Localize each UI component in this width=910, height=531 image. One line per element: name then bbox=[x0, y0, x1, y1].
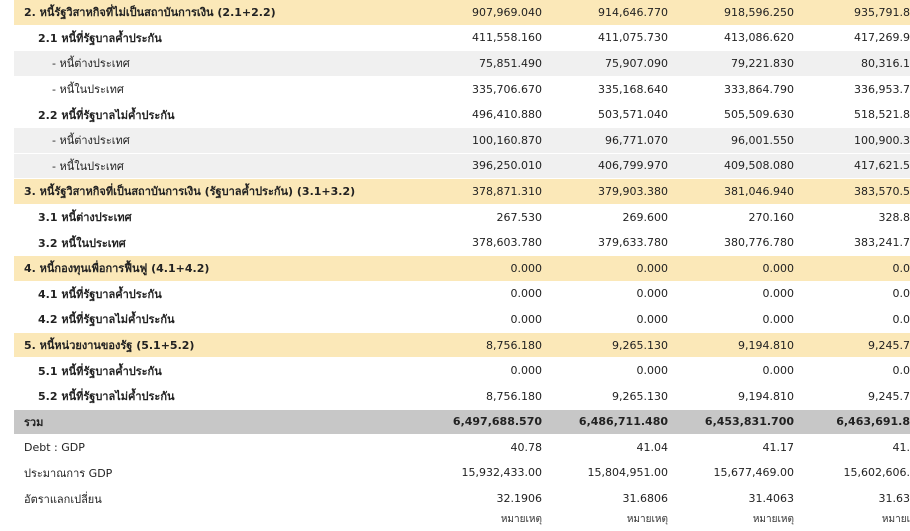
value-cell: 32.1906 bbox=[398, 486, 542, 512]
value-cell: 935,791.8 bbox=[794, 0, 910, 25]
row-label: - หนี้ต่างประเทศ bbox=[14, 127, 398, 153]
value-cell: 413,086.620 bbox=[668, 25, 794, 51]
value-cell: 75,851.490 bbox=[398, 51, 542, 77]
value-cell: 378,871.310 bbox=[398, 179, 542, 205]
value-cell: 383,241.7 bbox=[794, 230, 910, 256]
table-row bbox=[14, 230, 910, 256]
value-cell: 15,602,606. bbox=[794, 460, 910, 486]
row-label: 5. หนี้หน่วยงานของรัฐ (5.1+5.2) bbox=[14, 332, 398, 358]
value-cell: 31.4063 bbox=[668, 486, 794, 512]
value-cell: 378,603.780 bbox=[398, 230, 542, 256]
value-cell: 0.000 bbox=[398, 255, 542, 281]
value-cell: 75,907.090 bbox=[542, 51, 668, 77]
value-cell: 40.78 bbox=[398, 435, 542, 461]
value-cell: 406,799.970 bbox=[542, 153, 668, 179]
row-label: - หนี้ในประเทศ bbox=[14, 153, 398, 179]
value-cell: 80,316.1 bbox=[794, 51, 910, 77]
value-cell: 0.000 bbox=[542, 255, 668, 281]
row-label: 5.2 หนี้ที่รัฐบาลไม่ค้ำประกัน bbox=[14, 383, 398, 409]
value-cell: หมายเ bbox=[794, 511, 910, 530]
value-cell: 411,558.160 bbox=[398, 25, 542, 51]
value-cell: หมายเหตุ bbox=[398, 511, 542, 530]
table-row bbox=[14, 307, 910, 333]
table-row bbox=[14, 435, 910, 461]
value-cell: 0.0 bbox=[794, 281, 910, 307]
table-row bbox=[14, 281, 910, 307]
value-cell: 0.000 bbox=[668, 307, 794, 333]
value-cell: 379,633.780 bbox=[542, 230, 668, 256]
value-cell: 6,463,691.8 bbox=[794, 409, 910, 435]
row-label: 4. หนี้กองทุนเพื่อการฟื้นฟู (4.1+4.2) bbox=[14, 255, 398, 281]
row-label: 3.1 หนี้ต่างประเทศ bbox=[14, 204, 398, 230]
value-cell: 0.000 bbox=[398, 307, 542, 333]
value-cell: 270.160 bbox=[668, 204, 794, 230]
value-cell: 380,776.780 bbox=[668, 230, 794, 256]
value-cell: 505,509.630 bbox=[668, 102, 794, 128]
row-label: 2.1 หนี้ที่รัฐบาลค้ำประกัน bbox=[14, 25, 398, 51]
table-row bbox=[14, 179, 910, 205]
table-row bbox=[14, 204, 910, 230]
row-label: - หนี้ในประเทศ bbox=[14, 76, 398, 102]
row-label: รวม bbox=[14, 409, 398, 435]
value-cell: 41. bbox=[794, 435, 910, 461]
value-cell: 9,265.130 bbox=[542, 332, 668, 358]
value-cell: 0.0 bbox=[794, 255, 910, 281]
row-label: 3.2 หนี้ในประเทศ bbox=[14, 230, 398, 256]
value-cell: 0.000 bbox=[398, 281, 542, 307]
value-cell: 9,194.810 bbox=[668, 332, 794, 358]
value-cell: 336,953.7 bbox=[794, 76, 910, 102]
table-row bbox=[14, 51, 910, 77]
row-label bbox=[14, 511, 398, 530]
value-cell: หมายเหตุ bbox=[668, 511, 794, 530]
value-cell: 335,706.670 bbox=[398, 76, 542, 102]
table-row bbox=[14, 25, 910, 51]
value-cell: 100,900.3 bbox=[794, 127, 910, 153]
value-cell: 9,194.810 bbox=[668, 383, 794, 409]
value-cell: 396,250.010 bbox=[398, 153, 542, 179]
public-debt-table bbox=[14, 0, 910, 531]
value-cell: 0.000 bbox=[542, 307, 668, 333]
row-label: 4.1 หนี้ที่รัฐบาลค้ำประกัน bbox=[14, 281, 398, 307]
value-cell: 96,771.070 bbox=[542, 127, 668, 153]
value-cell: 0.000 bbox=[668, 358, 794, 384]
value-cell: 0.000 bbox=[398, 358, 542, 384]
row-label: 2.2 หนี้ที่รัฐบาลไม่ค้ำประกัน bbox=[14, 102, 398, 128]
value-cell: 267.530 bbox=[398, 204, 542, 230]
table-row bbox=[14, 409, 910, 435]
value-cell: 79,221.830 bbox=[668, 51, 794, 77]
value-cell: 0.000 bbox=[542, 281, 668, 307]
value-cell: หมายเหตุ bbox=[542, 511, 668, 530]
value-cell: 411,075.730 bbox=[542, 25, 668, 51]
table-row bbox=[14, 153, 910, 179]
row-label: 4.2 หนี้ที่รัฐบาลไม่ค้ำประกัน bbox=[14, 307, 398, 333]
value-cell: 9,245.7 bbox=[794, 383, 910, 409]
value-cell: 333,864.790 bbox=[668, 76, 794, 102]
value-cell: 8,756.180 bbox=[398, 332, 542, 358]
value-cell: 907,969.040 bbox=[398, 0, 542, 25]
table-row bbox=[14, 486, 910, 512]
table-row bbox=[14, 102, 910, 128]
value-cell: 0.000 bbox=[542, 358, 668, 384]
row-label: - หนี้ต่างประเทศ bbox=[14, 51, 398, 77]
value-cell: 918,596.250 bbox=[668, 0, 794, 25]
row-label: ประมาณการ GDP bbox=[14, 460, 398, 486]
table-row bbox=[14, 511, 910, 530]
value-cell: 503,571.040 bbox=[542, 102, 668, 128]
value-cell: 0.0 bbox=[794, 307, 910, 333]
value-cell: 31.63 bbox=[794, 486, 910, 512]
row-label: 5.1 หนี้ที่รัฐบาลค้ำประกัน bbox=[14, 358, 398, 384]
value-cell: 41.04 bbox=[542, 435, 668, 461]
value-cell: 6,453,831.700 bbox=[668, 409, 794, 435]
value-cell: 6,497,688.570 bbox=[398, 409, 542, 435]
value-cell: 914,646.770 bbox=[542, 0, 668, 25]
value-cell: 496,410.880 bbox=[398, 102, 542, 128]
value-cell: 15,932,433.00 bbox=[398, 460, 542, 486]
value-cell: 335,168.640 bbox=[542, 76, 668, 102]
table-body bbox=[14, 0, 910, 530]
row-label: อัตราแลกเปลี่ยน bbox=[14, 486, 398, 512]
value-cell: 417,621.5 bbox=[794, 153, 910, 179]
row-label: 2. หนี้รัฐวิสาหกิจที่ไม่เป็นสถาบันการเงิน (2.1+2.2) bbox=[14, 0, 398, 25]
table-row bbox=[14, 0, 910, 25]
value-cell: 15,804,951.00 bbox=[542, 460, 668, 486]
value-cell: 417,269.9 bbox=[794, 25, 910, 51]
table-row bbox=[14, 383, 910, 409]
table-row bbox=[14, 255, 910, 281]
row-label: 3. หนี้รัฐวิสาหกิจที่เป็นสถาบันการเงิน (รัฐบาลค้ำประกัน) (3.1+3.2) bbox=[14, 179, 398, 205]
table-row bbox=[14, 76, 910, 102]
value-cell: 100,160.870 bbox=[398, 127, 542, 153]
value-cell: 269.600 bbox=[542, 204, 668, 230]
value-cell: 409,508.080 bbox=[668, 153, 794, 179]
value-cell: 0.000 bbox=[668, 255, 794, 281]
value-cell: 328.8 bbox=[794, 204, 910, 230]
value-cell: 6,486,711.480 bbox=[542, 409, 668, 435]
value-cell: 0.0 bbox=[794, 358, 910, 384]
value-cell: 518,521.8 bbox=[794, 102, 910, 128]
value-cell: 9,265.130 bbox=[542, 383, 668, 409]
value-cell: 31.6806 bbox=[542, 486, 668, 512]
value-cell: 9,245.7 bbox=[794, 332, 910, 358]
row-label: Debt : GDP bbox=[14, 435, 398, 461]
table-row bbox=[14, 127, 910, 153]
value-cell: 381,046.940 bbox=[668, 179, 794, 205]
table-row bbox=[14, 332, 910, 358]
value-cell: 379,903.380 bbox=[542, 179, 668, 205]
value-cell: 383,570.5 bbox=[794, 179, 910, 205]
table-row bbox=[14, 460, 910, 486]
debt-table-container bbox=[14, 0, 910, 525]
value-cell: 96,001.550 bbox=[668, 127, 794, 153]
value-cell: 41.17 bbox=[668, 435, 794, 461]
value-cell: 8,756.180 bbox=[398, 383, 542, 409]
value-cell: 15,677,469.00 bbox=[668, 460, 794, 486]
value-cell: 0.000 bbox=[668, 281, 794, 307]
table-row bbox=[14, 358, 910, 384]
